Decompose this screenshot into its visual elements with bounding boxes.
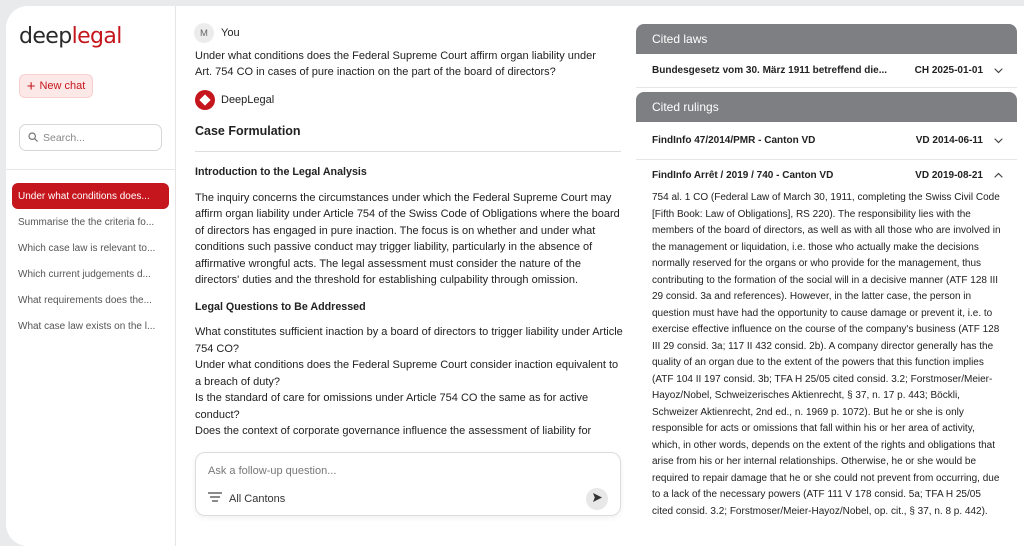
- cantons-label: All Cantons: [229, 492, 286, 505]
- divider: [195, 151, 621, 152]
- intro-paragraph: The inquiry concerns the circumstances under which the Federal Supreme Court may affirm organ liability under Article 754 of the Swiss Code of Obligations where the board of directors has engaged in pure inaction. The focus is on whether and under what conditions such passive conduct may trigger liability, particularly in the absence of affirmative wrongful acts. The legal assessment must consider the nature of the directors' duties and the threshold for establishing culpability through omission.: [195, 191, 620, 286]
- cited-law-date: CH 2025-01-01: [914, 65, 983, 76]
- chat-panel: [177, 6, 633, 546]
- cited-ruling-name: FindInfo Arrêt / 2019 / 740 - Canton VD: [652, 169, 834, 181]
- followup-input[interactable]: [208, 465, 588, 477]
- chevron-down-icon: [993, 136, 1003, 146]
- history-item[interactable]: What requirements does the...: [18, 294, 152, 306]
- chevron-down-icon: [993, 66, 1003, 76]
- assistant-answer: [195, 162, 623, 440]
- chevron-up-icon: [993, 170, 1003, 180]
- case-formulation-title: Case Formulation: [195, 124, 301, 138]
- questions-heading: Legal Questions to Be Addressed: [195, 300, 366, 313]
- sidebar-divider: [6, 169, 176, 170]
- cited-ruling-name: FindInfo 47/2014/PMR - Canton VD: [652, 135, 816, 146]
- cited-ruling-row[interactable]: [636, 122, 1017, 160]
- logo-part-deep: deep: [19, 24, 72, 49]
- cantons-filter[interactable]: [208, 492, 285, 505]
- app-window: [6, 6, 1024, 546]
- history-item[interactable]: Which case law is relevant to...: [18, 242, 156, 254]
- cited-ruling-row-expanded[interactable]: [636, 160, 1017, 190]
- plus-icon: +: [26, 77, 36, 95]
- search-icon: [28, 129, 38, 147]
- history-item[interactable]: Summarise the the criteria fo...: [18, 216, 155, 228]
- followup-composer: [195, 452, 621, 516]
- user-message-header: [194, 23, 240, 43]
- cited-rulings-header: Cited rulings: [636, 92, 1017, 122]
- assistant-message-header: [195, 90, 274, 110]
- logo-part-legal: legal: [71, 24, 122, 49]
- history-item[interactable]: What case law exists on the l...: [18, 320, 156, 332]
- filter-icon: [208, 492, 222, 505]
- new-chat-label: New chat: [39, 80, 86, 92]
- cited-law-row[interactable]: [636, 54, 1017, 88]
- citations-panel: [636, 24, 1017, 544]
- deeplegal-avatar-icon: [195, 90, 215, 110]
- new-chat-button[interactable]: [19, 74, 93, 98]
- chat-history-list: [12, 183, 169, 339]
- cited-ruling-date: VD 2014-06-11: [915, 135, 983, 146]
- deeplegal-logo[interactable]: [19, 24, 122, 49]
- cited-ruling-date: VD 2019-08-21: [915, 169, 983, 181]
- cited-law-name: Bundesgesetz vom 30. März 1911 betreffend die...: [652, 65, 888, 76]
- legal-question: Does the context of corporate governance influence the assessment of liability for: [195, 425, 592, 437]
- user-avatar: M: [194, 23, 214, 43]
- history-item[interactable]: Which current judgements d...: [18, 268, 151, 280]
- legal-question: Is the standard of care for omissions under Article 754 CO the same as for active conduct?: [195, 392, 589, 421]
- user-question: Under what conditions does the Federal Supreme Court affirm organ liability under Art. 754 CO in cases of pure inaction on the part of the board of directors?: [195, 50, 596, 78]
- send-icon: [592, 490, 603, 508]
- legal-question: Under what conditions does the Federal Supreme Court consider inaction equivalent to a breach of duty?: [195, 359, 619, 388]
- history-item-active[interactable]: Under what conditions does...: [12, 183, 169, 209]
- ruling-excerpt: 754 al. 1 CO (Federal Law of March 30, 1911, completing the Swiss Civil Code [Fifth Book: Law of Obligations], RS 220). The responsibility lies with the members of the board of directors, as well as with all those who are involved in the management or liquidation, i.e. those who actually make the decisions normally reserved for the organs or who provide for the management, thus contributing to the formation of the social will in a decisive manner (ATF 128 III 29 consid. 3a and references). However, in the latter case, the person in question must have had the opportunity to cause damage or prevent it, i.e. to exercise effective influence on the course of the company's business (ATF 128 III 29 consid. 3a; 117 II 432 consid. 2b). A company director generally has the quality of an organ due to the extent of the powers that this function implies (ATF 104 II 197 consid. 3b; TFA H 25/05 cited consid. 3.2; Forstmoser/Meier-Hayoz/Nobel, Schweizerisches Aktienrecht, § 37, n. 17 p. 443; Böckli, Schweizer Aktienrecht, 2nd ed., n. 1969 p. 1072). But he or she is only responsible for acts or omissions that fall within his or her area of activity, which, in other words, depends on the extent of the rights and obligations that arise from his or her internal relationships. Otherwise, he or she would be required to repair damage that he or she could not prevent from occurring, due to a lack of the necessary powers (ATF 111 V 178 consid. 5a; TFA H 25/05 cited consid. 3.2; Forstmoser/Meier-Hayoz/Nobel, op. cit., § 37, n. 8 p. 442).: [652, 192, 1001, 517]
- search-input[interactable]: [43, 132, 153, 144]
- intro-heading: Introduction to the Legal Analysis: [195, 166, 367, 178]
- send-button[interactable]: [586, 488, 608, 510]
- cited-laws-header: Cited laws: [636, 24, 1017, 54]
- legal-question: What constitutes sufficient inaction by a board of directors to trigger liability under Article 754 CO?: [195, 326, 623, 355]
- user-name: You: [221, 27, 240, 39]
- search-box: [19, 124, 162, 151]
- assistant-name: DeepLegal: [221, 94, 275, 106]
- sidebar: [6, 6, 176, 546]
